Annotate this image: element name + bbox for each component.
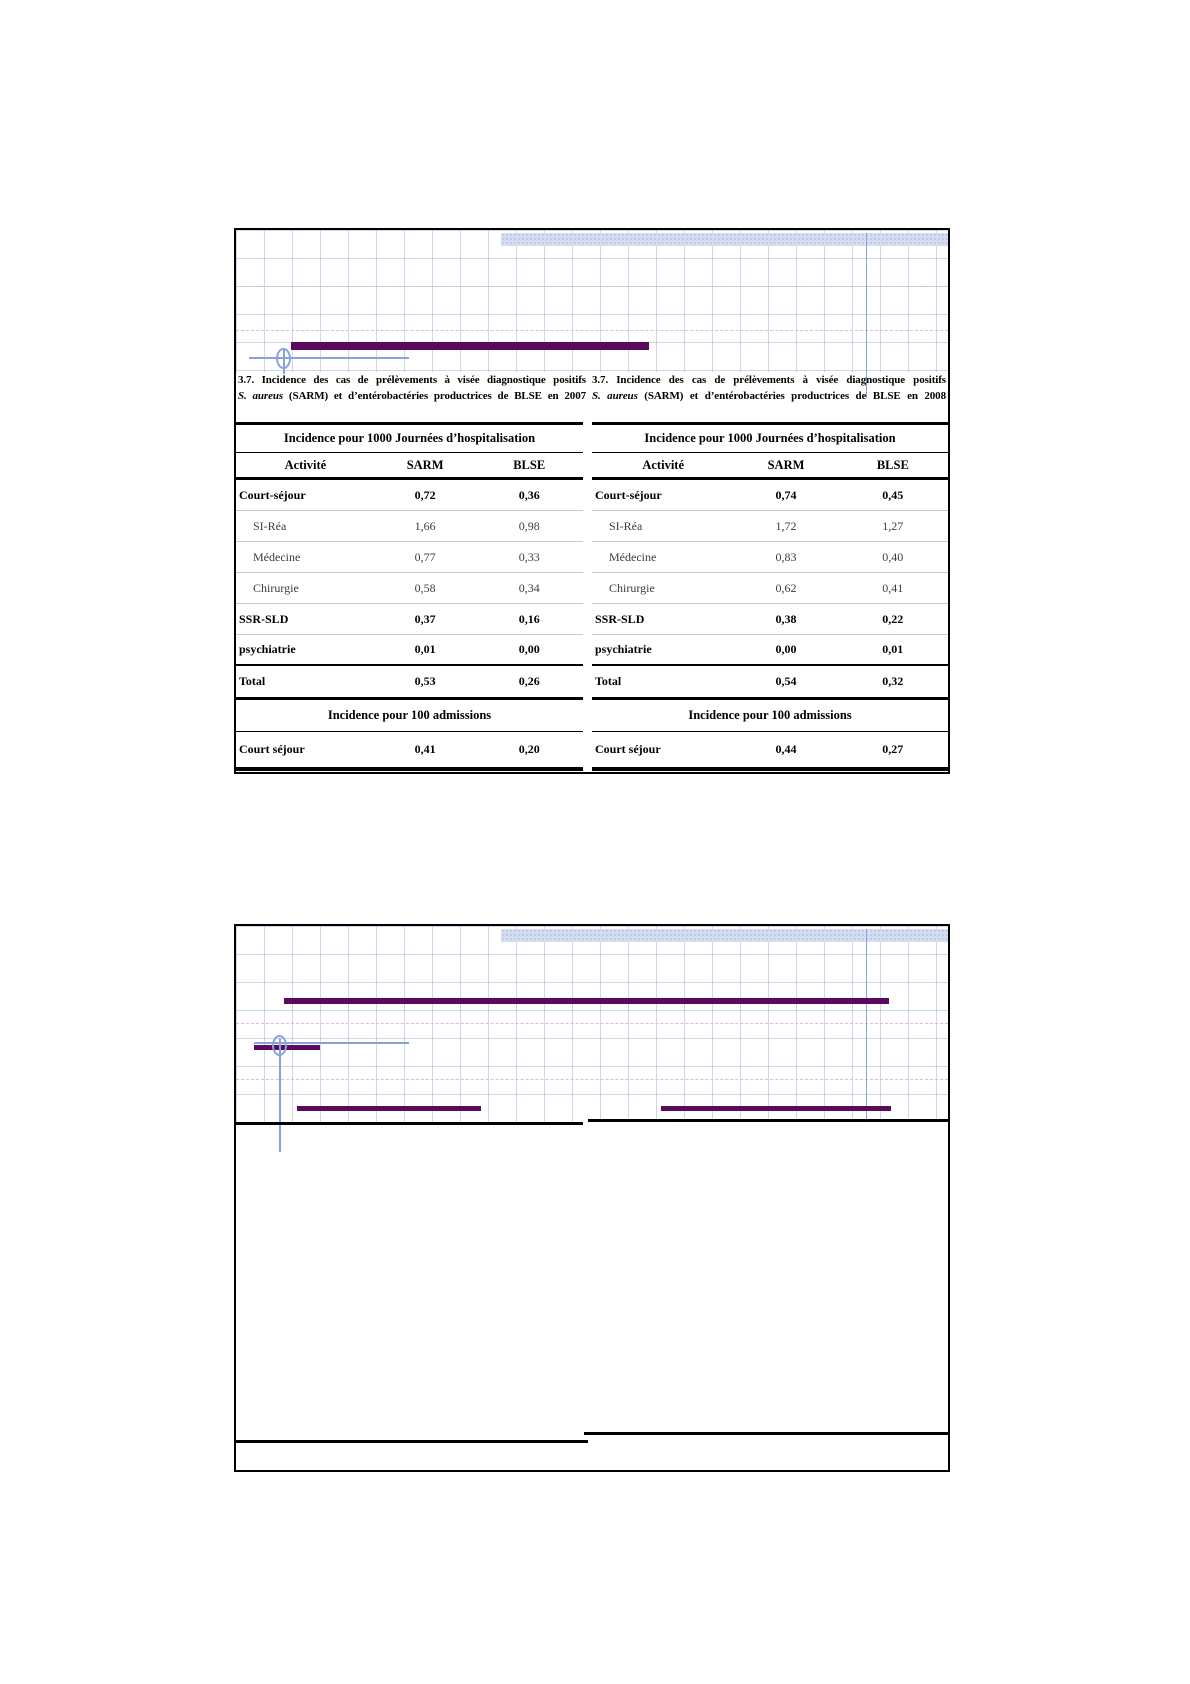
title-line-2-rest: (SARM) et d’entérobactéries productrices de BLSE en 2008	[637, 390, 946, 402]
bottom-divider-line-left	[236, 1440, 588, 1443]
table-row	[236, 604, 583, 635]
column-header-blse: BLSE	[876, 457, 909, 472]
table-row	[592, 604, 948, 635]
blse-value: 0,20	[518, 742, 540, 756]
table-section-header: Incidence pour 1000 Journées d’hospitalisation	[592, 425, 948, 453]
slide-frame-bottom	[234, 924, 950, 1472]
sarm-value: 1,72	[775, 518, 797, 533]
column-header-sarm: SARM	[767, 457, 805, 472]
divider-line-left	[236, 1122, 583, 1125]
title-line-2-rest: (SARM) et d’entérobactéries productrices de BLSE en 2007	[283, 390, 586, 402]
column-header-blse: BLSE	[513, 457, 546, 472]
blse-value: 0,27	[882, 742, 904, 756]
sarm-value: 1,66	[414, 518, 436, 533]
row-label: Médecine	[253, 549, 301, 564]
slide-frame-top	[234, 228, 950, 774]
subtitle-rule-bar-right	[661, 1106, 891, 1111]
sarm-value: 0,62	[775, 580, 797, 595]
title-line-2	[592, 388, 946, 404]
anchor-circle-icon	[272, 1035, 287, 1056]
sarm-value: 0,77	[414, 549, 436, 564]
table-section-header: Incidence pour 100 admissions	[592, 700, 948, 732]
sarm-value: 0,37	[414, 611, 436, 626]
title-line-1: 3.7. Incidence des cas de prélèvements à visée diagnostique positifs	[592, 374, 946, 386]
row-label: Court-séjour	[595, 487, 662, 502]
blse-value: 0,32	[882, 674, 904, 688]
blse-value: 0,22	[882, 611, 904, 626]
blse-value: 1,27	[882, 518, 904, 533]
row-label: Médecine	[609, 549, 657, 564]
grid-background	[236, 926, 948, 1122]
admissions-row	[236, 732, 583, 771]
sarm-value: 0,41	[414, 742, 436, 756]
dotted-banner	[501, 929, 948, 942]
blse-value: 0,26	[518, 674, 540, 688]
anchor-circle-icon	[276, 348, 291, 369]
dashed-guide-line	[236, 286, 948, 287]
total-row	[592, 666, 948, 700]
blse-value: 0,01	[882, 642, 904, 656]
sarm-value: 0,01	[414, 642, 436, 656]
sarm-value: 0,83	[775, 549, 797, 564]
admissions-row	[592, 732, 948, 771]
sarm-value: 0,00	[775, 642, 797, 656]
table-row	[592, 511, 948, 542]
row-label: SI-Réa	[253, 518, 287, 533]
table-row	[236, 573, 583, 604]
total-row	[236, 666, 583, 700]
table-row	[592, 542, 948, 573]
panel-title-2008	[592, 372, 946, 404]
row-label: Total	[239, 674, 266, 688]
column-header-sarm: SARM	[406, 457, 444, 472]
table-row	[592, 480, 948, 511]
blse-value: 0,00	[518, 642, 540, 656]
dotted-banner	[501, 233, 948, 246]
accent-vertical-line	[866, 929, 867, 1119]
dashed-guide-line	[236, 330, 948, 331]
sarm-value: 0,53	[414, 674, 436, 688]
sarm-value: 0,54	[775, 674, 797, 688]
title-line-2	[238, 388, 586, 404]
table-section-header: Incidence pour 1000 Journées d’hospitalisation	[236, 425, 583, 453]
blse-value: 0,36	[518, 487, 540, 502]
dashed-guide-line	[236, 1023, 948, 1024]
sarm-value: 0,38	[775, 611, 797, 626]
table-row	[236, 635, 583, 666]
title-species-italic: S. aureus	[238, 390, 284, 402]
grid-background	[236, 230, 948, 372]
row-label: Total	[595, 674, 622, 688]
sarm-value: 0,74	[775, 487, 797, 502]
incidence-table-2007	[236, 422, 583, 771]
row-label: Court séjour	[595, 742, 661, 756]
dashed-guide-line	[236, 1079, 948, 1080]
subtitle-rule-bar-left	[297, 1106, 481, 1111]
title-rule-bar	[291, 342, 649, 350]
row-label: psychiatrie	[595, 642, 652, 656]
table-row	[592, 635, 948, 666]
row-label: psychiatrie	[239, 642, 296, 656]
column-header-activite: Activité	[642, 457, 685, 472]
incidence-table-2008	[592, 422, 948, 771]
blse-value: 0,40	[882, 549, 904, 564]
sarm-value: 0,58	[414, 580, 436, 595]
title-species-italic: S. aureus	[592, 390, 638, 402]
column-header-row	[592, 453, 948, 480]
row-label: Chirurgie	[253, 580, 299, 595]
blse-value: 0,98	[518, 518, 540, 533]
table-section-header: Incidence pour 100 admissions	[236, 700, 583, 732]
row-label: Chirurgie	[609, 580, 655, 595]
small-rule-bar	[254, 1045, 320, 1050]
sarm-value: 0,72	[414, 487, 436, 502]
bottom-divider-line-right	[584, 1432, 948, 1435]
table-row	[236, 480, 583, 511]
sarm-value: 0,44	[775, 742, 797, 756]
table-row	[592, 573, 948, 604]
row-label: SSR-SLD	[239, 611, 289, 626]
table-row	[236, 542, 583, 573]
column-header-activite: Activité	[284, 457, 327, 472]
column-header-row	[236, 453, 583, 480]
row-label: Court-séjour	[239, 487, 306, 502]
title-line-1: 3.7. Incidence des cas de prélèvements à visée diagnostique positifs	[238, 374, 586, 386]
anchor-hline-icon	[249, 357, 409, 359]
panel-title-2007	[238, 372, 586, 404]
title-rule-bar	[284, 998, 889, 1004]
table-row	[236, 511, 583, 542]
blse-value: 0,45	[882, 487, 904, 502]
blse-value: 0,16	[518, 611, 540, 626]
blse-value: 0,34	[518, 580, 540, 595]
blse-value: 0,41	[882, 580, 904, 595]
row-label: Court séjour	[239, 742, 305, 756]
row-label: SSR-SLD	[595, 611, 645, 626]
row-label: SI-Réa	[609, 518, 643, 533]
divider-line-right	[588, 1119, 948, 1122]
blse-value: 0,33	[518, 549, 540, 564]
